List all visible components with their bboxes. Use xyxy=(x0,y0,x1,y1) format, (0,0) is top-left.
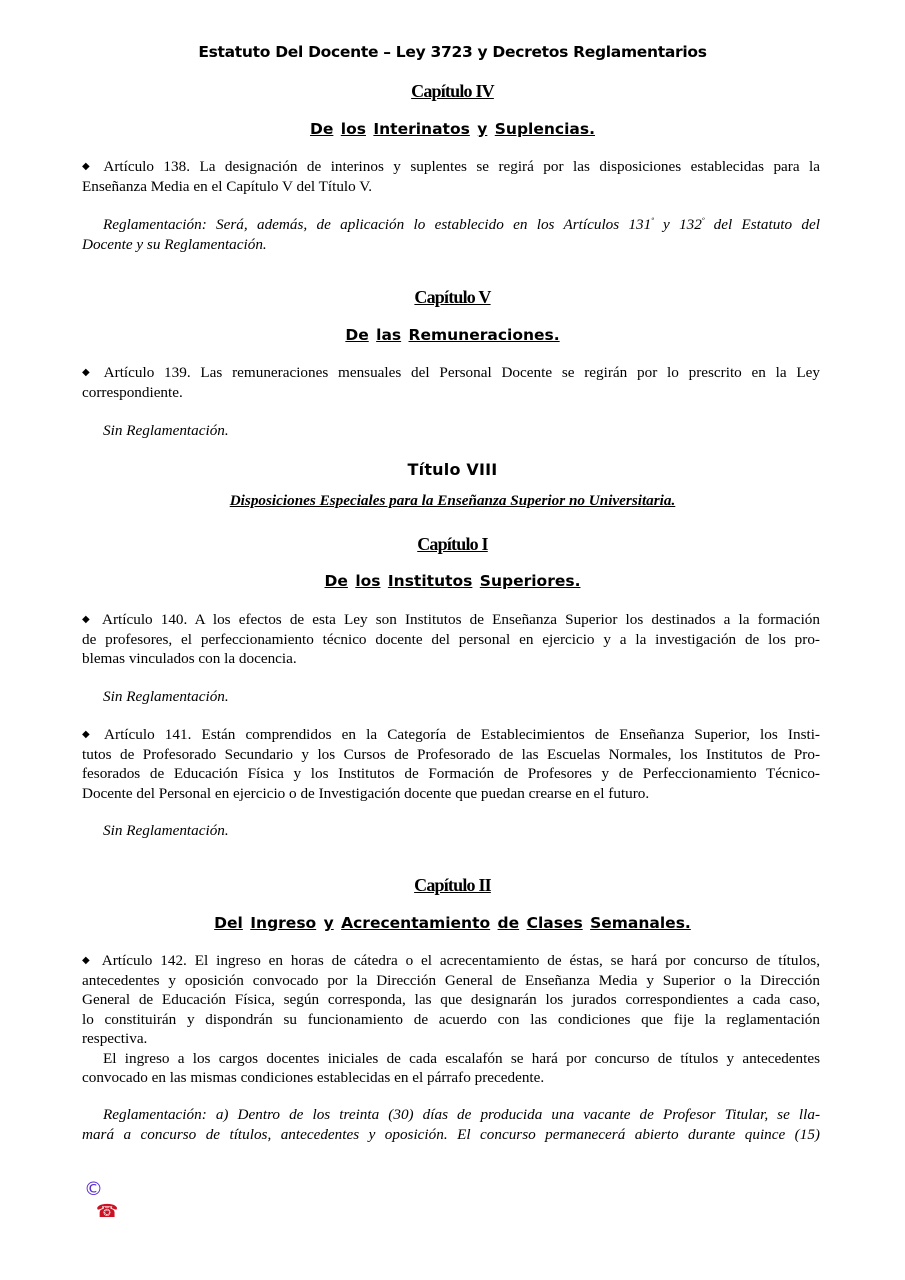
chapter-subheading: De los Interinatos y Suplencias. xyxy=(309,120,595,138)
regulation-140: Sin Reglamentación. xyxy=(103,688,229,705)
regulation-142: Reglamentación: a) Dentro de los treinta (30) días de producida una vacante de Profesor Titular, se lla- mará a concurso de títulos, antecedentes y oposición. El concurso permanecerá abierto durante quince (15) xyxy=(82,1106,820,1143)
phone-icon: ☎ xyxy=(96,1201,119,1222)
bullet-icon: ◆ xyxy=(82,161,96,172)
article-142: ◆ Artículo 142. El ingreso en horas de cátedra o el acrecentamiento de éstas, se hará por concurso de títulos, antecedentes y oposición convocado por la Dirección General de Enseñanza Media y Superior o la Dirección General de Educación Física, según corresponda, las que designarán los jurados correspondientes a cada caso, lo constituirán y dispondrán su funcionamiento de acuerdo con las condiciones que fije la reglamentación respectiva. El ingreso a los cargos docentes iniciales de cada escalafón se hará por concurso de títulos y antecedentes convocado en las mismas condiciones establecidas en el párrafo precedente. xyxy=(82,952,820,1086)
document-title: Estatuto Del Docente – Ley 3723 y Decretos Reglamentarios xyxy=(198,43,707,61)
chapter-heading: Capítulo I xyxy=(417,534,488,554)
chapter-heading: Capítulo II xyxy=(414,875,491,895)
chapter-subheading: Del Ingreso y Acrecentamiento de Clases Semanales. xyxy=(214,914,691,932)
chapter-heading: Capítulo V xyxy=(414,287,491,307)
article-138: ◆ Artículo 138. La designación de interinos y suplentes se regirá por las disposiciones establecidas para la Enseñanza Media en el Capítulo V del Título V. xyxy=(82,158,820,195)
chapter-heading: Capítulo IV xyxy=(411,81,494,101)
article-139: ◆ Artículo 139. Las remuneraciones mensuales del Personal Docente se regirán por lo prescrito en la Ley correspondiente. xyxy=(82,364,820,401)
chapter-subheading: De los Institutos Superiores. xyxy=(324,572,581,590)
article-140: ◆ Artículo 140. A los efectos de esta Ley son Institutos de Enseñanza Superior los destinados a la formación de profesores, el perfeccionamiento técnico docente del personal en ejercicio y a la investigación de los pro- blemas vinculados con la docencia. xyxy=(82,611,820,667)
bullet-icon: ◆ xyxy=(82,729,97,740)
regulation-141: Sin Reglamentación. xyxy=(103,822,229,839)
regulation-138: Reglamentación: Será, además, de aplicación lo establecido en los Artículos $131^º$ y $132^º$ del Estatuto del Docente y su Reglamentación. xyxy=(82,215,820,253)
bullet-icon: ◆ xyxy=(82,367,96,378)
bullet-icon: ◆ xyxy=(82,955,94,966)
chapter-subheading: De las Remuneraciones. xyxy=(345,326,560,344)
copyright-icon: © xyxy=(84,1178,103,1200)
bullet-icon: ◆ xyxy=(82,614,95,625)
title-subheading: Disposiciones Especiales para la Enseñanza Superior no Universitaria. xyxy=(229,492,676,509)
title-heading: Título VIII xyxy=(407,460,498,479)
regulation-139: Sin Reglamentación. xyxy=(103,422,229,439)
article-141: ◆ Artículo 141. Están comprendidos en la Categoría de Establecimientos de Enseñanza Superior, los Insti- tutos de Profesorado Secundario y los Cursos de Profesorado de las Escuelas Normales, los Institutos de Pro- fesorados de Educación Física y los Institutos de Formación de Profesores y de Perfeccionamiento Técnico- Docente del Personal en ejercicio o de Investigación docente que puedan crearse en el futuro. xyxy=(82,726,820,802)
